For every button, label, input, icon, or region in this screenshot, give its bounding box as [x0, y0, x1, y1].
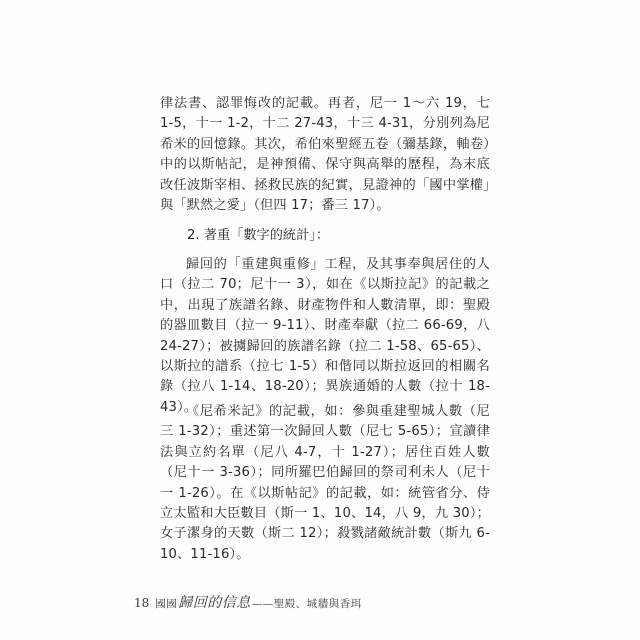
running-title-prefix: 國國	[155, 598, 178, 610]
paragraph-ezra-statistics: 歸回的「重建與重修」工程，及其事奉與居住的人口（拉二 70；尼十一 3），如在《以斯拉記》的記載之中，出現了族譜名錄、財產物件和人數清單，即：聖殿的器皿數目（拉一 9-11）、財產奉獻（拉二 66-69，八 24-27）；被擄歸回的族譜名錄（拉二 1-58、65-65）、以斯拉的譜系（拉七 1-5）和偕同以斯拉返回的相關名錄（拉八 1-14、18-20）；異族通婚的人數（拉十 18-43）。	[160, 257, 490, 415]
paragraph-intro: 律法書、認罪悔改的記載。再者，尼一 1～六 19，七 1-5，十一 1-2，十二 27-43，十三 4-31，分別列為尼希米的回憶錄。其次，希伯來聖經五卷（彌基錄，軸卷）中的以斯帖記，是神預備、保守與高舉的歷程，為末底改任波斯宰相、拯救民族的紀實，見證神的「國中掌權」與「默然之愛」（但四 17；番三 17）。	[160, 96, 490, 214]
page-number: 18	[134, 596, 150, 610]
section-heading: 2. 著重「數字的統計」：	[187, 228, 330, 243]
paragraph-nehemiah-esther-statistics: 《尼希米記》的記載，如：參與重建聖城人數（尼三 1-32）；重述第一次歸回人數（尼七 5-65）；宣讀律法與立約名單（尼八 4-7，十 1-27）；居住百姓人數（尼十一 3-36）；同所羅巴伯歸回的祭司利未人（尼十一 1-26）。在《以斯帖記》的記載，如：統管省分、侍立太監和大臣數目（斯一 1、10、14，八 9，九 30）；女子潔身的天數（斯二 12）；殺戮諸敵統計數（斯九 6-10、11-16）。	[160, 404, 490, 562]
running-title	[155, 592, 362, 612]
page-footer	[134, 592, 362, 612]
running-title-suffix: ——聖殿、城牆與香珥	[251, 598, 362, 610]
running-title-fancy: 歸回的信息	[178, 595, 251, 611]
